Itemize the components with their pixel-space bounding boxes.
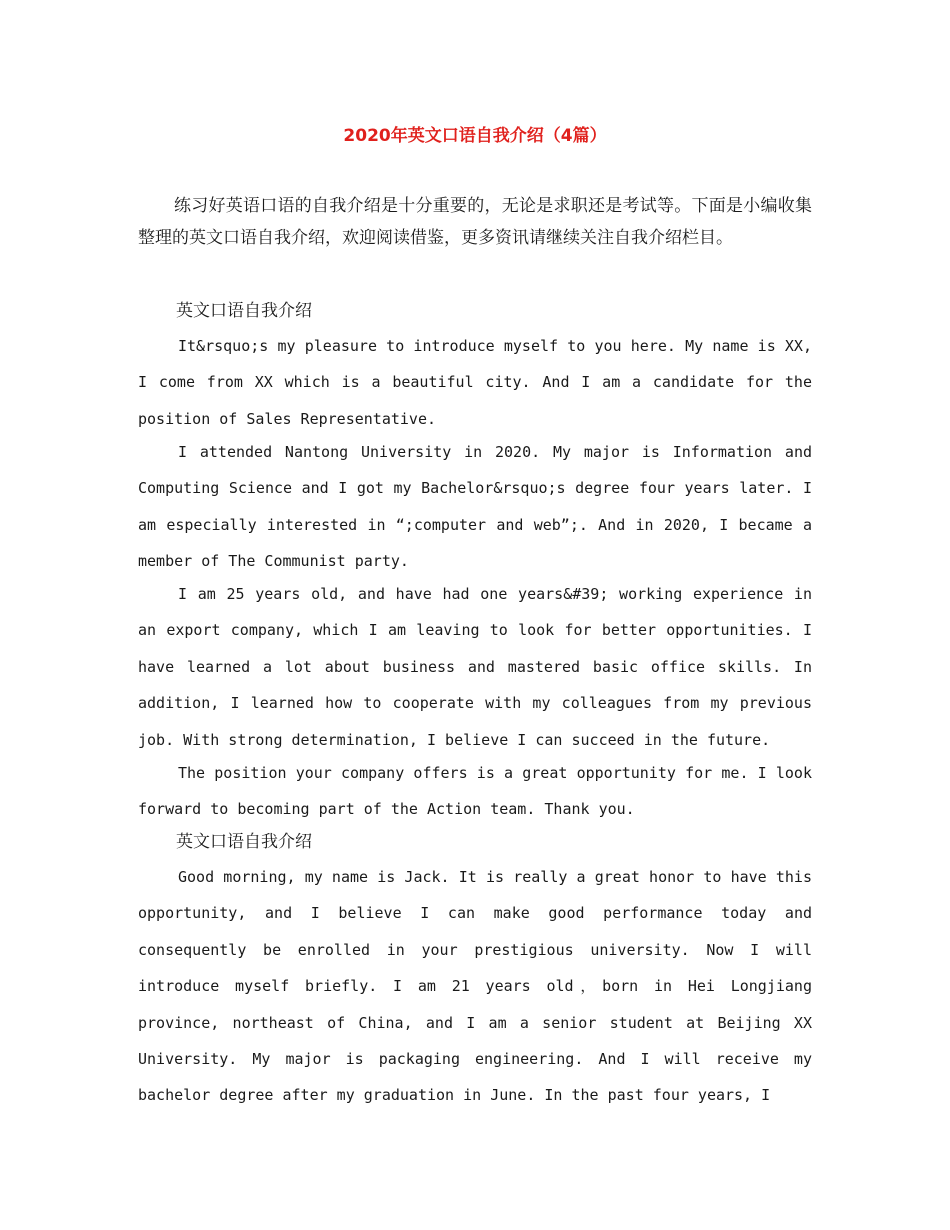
document-title: 2020年英文口语自我介绍（4篇） bbox=[343, 126, 607, 146]
section-heading: 英文口语自我介绍 bbox=[176, 301, 312, 321]
body-paragraph: I am 25 years old, and have had one years&#39; working experience in an export company, which I am leaving to look for better opportunities. I have learned a lot about business and mastered basic office skills. In addition, I learned how to cooperate with my colleagues from my previous job. With strong determination, I believe I can succeed in the future. bbox=[138, 585, 812, 749]
body-paragraph: Good morning, my name is Jack. It is really a great honor to have this opportunity, and I believe I can make good performance today and consequently be enrolled in your prestigious university. Now I will introduce myself briefly. I am 21 years old，born in Hei Longjiang province, northeast of China, and I am a senior student at Beijing XX University. My major is packaging engineering. And I will receive my bachelor degree after my graduation in June. In the past four years, I bbox=[138, 868, 812, 1105]
body-paragraph: The position your company offers is a great opportunity for me. I look forward to becoming part of the Action team. Thank you. bbox=[138, 764, 812, 819]
intro-paragraph: 练习好英语口语的自我介绍是十分重要的，无论是求职还是考试等。下面是小编收集整理的英文口语自我介绍，欢迎阅读借鉴，更多资讯请继续关注自我介绍栏目。 bbox=[138, 196, 812, 248]
section-heading: 英文口语自我介绍 bbox=[176, 832, 312, 852]
body-paragraph: It&rsquo;s my pleasure to introduce myself to you here. My name is XX, I come from XX which is a beautiful city. And I am a candidate for the position of Sales Representative. bbox=[138, 337, 812, 428]
body-paragraph: I attended Nantong University in 2020. My major is Information and Computing Science and I got my Bachelor&rsquo;s degree four years later. I am especially interested in “;computer and web”;. And in 2020, I became a member of The Communist party. bbox=[138, 443, 812, 571]
